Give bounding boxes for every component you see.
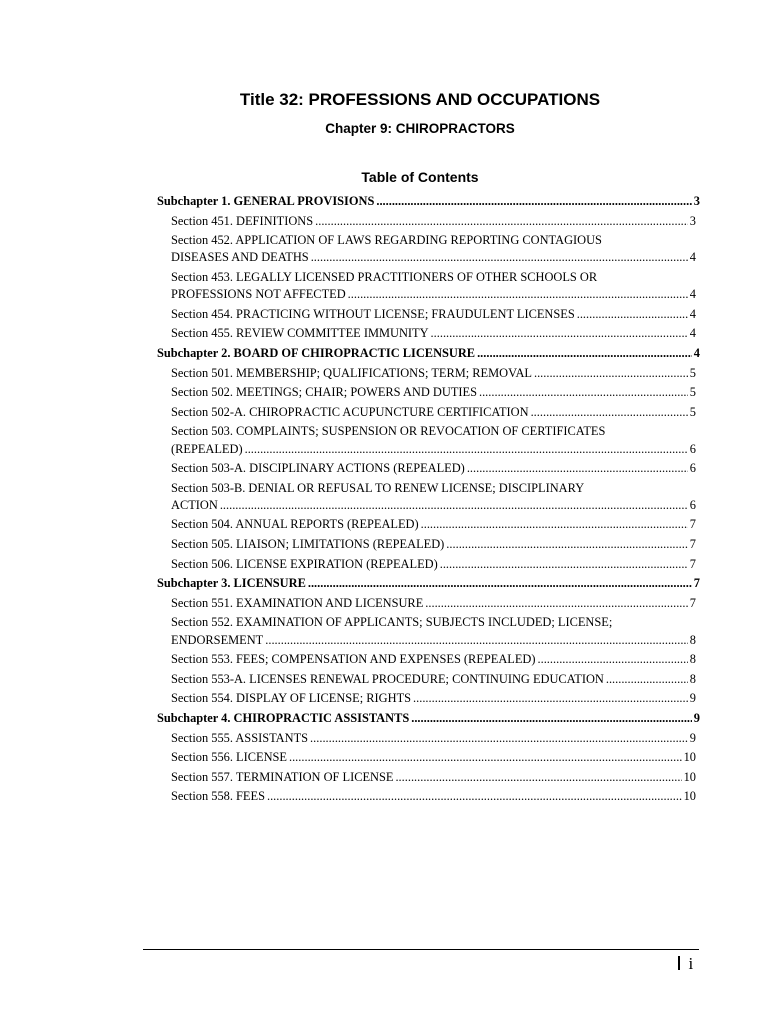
toc-section-entry[interactable] bbox=[157, 307, 700, 327]
toc-subchapter-entry[interactable] bbox=[157, 194, 700, 214]
toc-entry-page: 8 bbox=[689, 632, 696, 647]
toc-dot-leader bbox=[538, 652, 688, 667]
toc-section-entry[interactable] bbox=[157, 789, 700, 809]
toc-entry-page: 10 bbox=[683, 769, 696, 784]
toc-entry-page: 9 bbox=[689, 730, 696, 745]
toc-entry-title-line1: Section 503-B. DENIAL OR REFUSAL TO RENEW LICENSE; DISCIPLINARY bbox=[171, 480, 585, 495]
footer-divider bbox=[143, 949, 699, 950]
toc-entry-title: DISEASES AND DEATHS bbox=[171, 250, 309, 265]
toc-section-entry[interactable] bbox=[157, 691, 700, 711]
chapter-title: Chapter 9: CHIROPRACTORS bbox=[325, 121, 515, 136]
toc-entry-title: Subchapter 4. CHIROPRACTIC ASSISTANTS bbox=[157, 711, 410, 725]
toc-entry-page: 4 bbox=[689, 250, 696, 265]
toc-entry-title: Section 555. ASSISTANTS bbox=[171, 730, 309, 745]
toc-dot-leader bbox=[311, 250, 688, 265]
toc-section-entry[interactable] bbox=[157, 214, 700, 234]
toc-entry-title: ACTION bbox=[171, 497, 218, 512]
toc-dot-leader bbox=[310, 731, 688, 746]
toc-entry-page: 4 bbox=[689, 287, 696, 302]
toc-section-entry[interactable] bbox=[157, 233, 700, 270]
toc-entry-page: 7 bbox=[689, 517, 696, 532]
toc-entry-page: 4 bbox=[689, 306, 696, 321]
toc-section-entry[interactable] bbox=[157, 270, 700, 307]
toc-entry-title: Section 551. EXAMINATION AND LICENSURE bbox=[171, 595, 424, 610]
toc-entry-title: ENDORSEMENT bbox=[171, 632, 264, 647]
toc-section-entry[interactable] bbox=[157, 615, 700, 652]
toc-entry-page: 5 bbox=[689, 365, 696, 380]
toc-entry-title: Section 554. DISPLAY OF LICENSE; RIGHTS bbox=[171, 691, 412, 706]
toc-dot-leader bbox=[220, 498, 688, 513]
toc-dot-leader bbox=[308, 576, 692, 591]
toc-entry-page: 7 bbox=[689, 556, 696, 571]
toc-dot-leader bbox=[245, 442, 688, 457]
toc-section-entry[interactable] bbox=[157, 537, 700, 557]
toc-entry-page: 4 bbox=[689, 326, 696, 341]
toc-dot-leader bbox=[413, 691, 688, 706]
toc-entry-title: PROFESSIONS NOT AFFECTED bbox=[171, 287, 346, 302]
toc-dot-leader bbox=[395, 770, 681, 785]
toc-dot-leader bbox=[348, 287, 688, 302]
toc-entry-title: (REPEALED) bbox=[171, 441, 243, 456]
toc-entry-title: Section 506. LICENSE EXPIRATION (REPEALED) bbox=[171, 556, 438, 571]
toc-dot-leader bbox=[531, 405, 688, 420]
toc-section-entry[interactable] bbox=[157, 366, 700, 386]
toc-entry-title: Section 553. FEES; COMPENSATION AND EXPENSES (REPEALED) bbox=[171, 652, 536, 667]
toc-entry-title: Section 502. MEETINGS; CHAIR; POWERS AND DUTIES bbox=[171, 385, 477, 400]
toc-dot-leader bbox=[467, 461, 688, 476]
toc-section-entry[interactable] bbox=[157, 652, 700, 672]
toc-entry-page: 9 bbox=[689, 691, 696, 706]
toc-entry-title: Section 503-A. DISCIPLINARY ACTIONS (REPEALED) bbox=[171, 461, 465, 476]
toc-entry-page: 4 bbox=[693, 345, 700, 360]
toc-entry-title: Section 505. LIAISON; LIMITATIONS (REPEALED) bbox=[171, 537, 445, 552]
toc-entry-page: 7 bbox=[689, 537, 696, 552]
toc-subchapter-entry[interactable] bbox=[157, 346, 700, 366]
toc-section-entry[interactable] bbox=[157, 770, 700, 790]
toc-dot-leader bbox=[479, 385, 688, 400]
toc-entry-title: Section 502-A. CHIROPRACTIC ACUPUNCTURE CERTIFICATION bbox=[171, 404, 529, 419]
toc-section-entry[interactable] bbox=[157, 672, 700, 692]
toc-subchapter-entry[interactable] bbox=[157, 576, 700, 596]
toc-section-entry[interactable] bbox=[157, 461, 700, 481]
toc-entry-page: 6 bbox=[689, 441, 696, 456]
toc-heading: Table of Contents bbox=[361, 169, 479, 185]
toc-section-entry[interactable] bbox=[157, 750, 700, 770]
toc-dot-leader bbox=[577, 307, 688, 322]
toc-subchapter-entry[interactable] bbox=[157, 711, 700, 731]
toc-dot-leader bbox=[606, 672, 688, 687]
page-number bbox=[678, 954, 693, 974]
toc-dot-leader bbox=[411, 711, 692, 726]
toc-section-entry[interactable] bbox=[157, 481, 700, 518]
toc-entry-page: 9 bbox=[693, 711, 700, 725]
toc-entry-title: Subchapter 3. LICENSURE bbox=[157, 576, 306, 591]
toc-section-entry[interactable] bbox=[157, 517, 700, 537]
toc-entry-title: Section 451. DEFINITIONS bbox=[171, 213, 314, 228]
toc-section-entry[interactable] bbox=[157, 405, 700, 425]
toc-dot-leader bbox=[289, 750, 682, 765]
toc-entry-title-line1: Section 452. APPLICATION OF LAWS REGARDING REPORTING CONTAGIOUS bbox=[171, 233, 602, 248]
toc-entry-page: 5 bbox=[689, 404, 696, 419]
toc-entry-page: 3 bbox=[693, 194, 700, 208]
toc-dot-leader bbox=[446, 537, 688, 552]
toc-entry-title: Section 557. TERMINATION OF LICENSE bbox=[171, 769, 394, 784]
toc-dot-leader bbox=[265, 633, 688, 648]
toc-entry-title: Section 556. LICENSE bbox=[171, 750, 287, 765]
toc-dot-leader bbox=[477, 346, 692, 361]
toc-entry-title: Subchapter 2. BOARD OF CHIROPRACTIC LICENSURE bbox=[157, 345, 476, 360]
toc-section-entry[interactable] bbox=[157, 731, 700, 751]
toc-section-entry[interactable] bbox=[157, 596, 700, 616]
toc-entry-page: 6 bbox=[689, 497, 696, 512]
toc-section-entry[interactable] bbox=[157, 557, 700, 577]
page-number-value: i bbox=[688, 954, 694, 973]
table-of-contents bbox=[157, 194, 700, 809]
toc-entry-page: 8 bbox=[689, 652, 696, 667]
toc-entry-page: 8 bbox=[689, 671, 696, 686]
toc-entry-title: Section 504. ANNUAL REPORTS (REPEALED) bbox=[171, 517, 419, 532]
document-title: Title 32: PROFESSIONS AND OCCUPATIONS bbox=[239, 90, 601, 109]
toc-section-entry[interactable] bbox=[157, 326, 700, 346]
toc-entry-title: Section 553-A. LICENSES RENEWAL PROCEDURE; CONTINUING EDUCATION bbox=[171, 671, 604, 686]
toc-dot-leader bbox=[267, 789, 682, 804]
toc-dot-leader bbox=[440, 557, 688, 572]
toc-dot-leader bbox=[425, 596, 688, 611]
toc-entry-title: Section 501. MEMBERSHIP; QUALIFICATIONS; TERM; REMOVAL bbox=[171, 365, 532, 380]
toc-dot-leader bbox=[376, 194, 691, 209]
toc-entry-page: 3 bbox=[689, 213, 696, 228]
toc-section-entry[interactable] bbox=[157, 385, 700, 405]
toc-entry-title: Section 455. REVIEW COMMITTEE IMMUNITY bbox=[171, 326, 429, 341]
toc-entry-title: Section 454. PRACTICING WITHOUT LICENSE; FRAUDULENT LICENSES bbox=[171, 306, 575, 321]
toc-dot-leader bbox=[431, 326, 688, 341]
toc-entry-page: 7 bbox=[693, 576, 700, 591]
toc-dot-leader bbox=[421, 517, 688, 532]
page-number-bar bbox=[678, 956, 680, 970]
toc-dot-leader bbox=[534, 366, 688, 381]
toc-entry-title-line1: Section 453. LEGALLY LICENSED PRACTITIONERS OF OTHER SCHOOLS OR bbox=[171, 269, 598, 284]
toc-entry-page: 5 bbox=[689, 385, 696, 400]
toc-entry-title: Subchapter 1. GENERAL PROVISIONS bbox=[157, 194, 375, 208]
toc-entry-page: 10 bbox=[683, 789, 696, 804]
toc-dot-leader bbox=[315, 214, 688, 229]
toc-entry-page: 6 bbox=[689, 461, 696, 476]
toc-entry-title-line1: Section 503. COMPLAINTS; SUSPENSION OR REVOCATION OF CERTIFICATES bbox=[171, 424, 606, 439]
toc-entry-page: 10 bbox=[683, 750, 696, 765]
toc-entry-title: Section 558. FEES bbox=[171, 789, 265, 804]
toc-entry-title-line1: Section 552. EXAMINATION OF APPLICANTS; SUBJECTS INCLUDED; LICENSE; bbox=[171, 615, 613, 630]
toc-section-entry[interactable] bbox=[157, 424, 700, 461]
toc-entry-page: 7 bbox=[689, 595, 696, 610]
